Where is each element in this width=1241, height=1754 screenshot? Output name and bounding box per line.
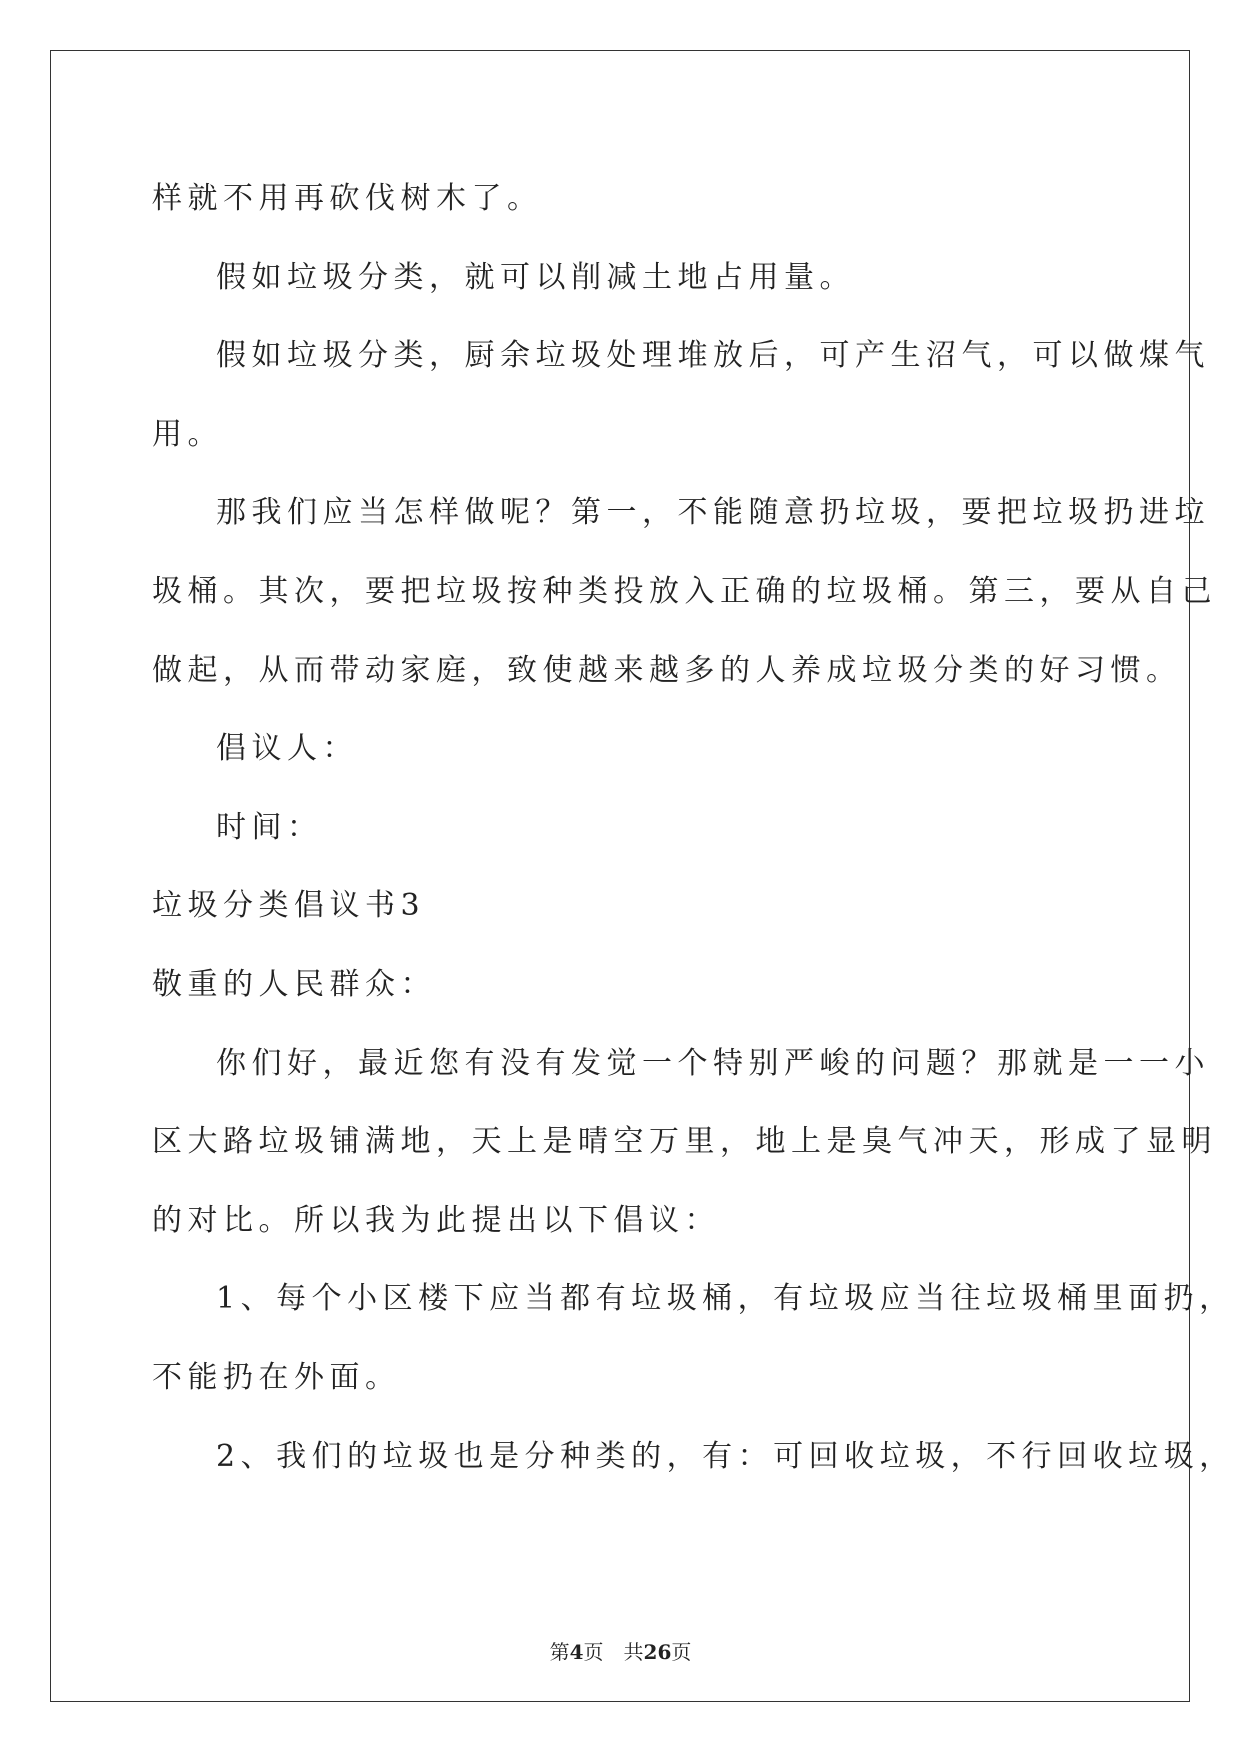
text-line: 你们好，最近您有没有发觉一个特别严峻的问题？那就是一一小 (216, 1045, 1210, 1081)
signatory-label: 倡议人： (216, 731, 358, 767)
text-line: 假如垃圾分类，就可以削减土地占用量。 (216, 259, 855, 295)
list-item: 1、每个小区楼下应当都有垃圾桶，有垃圾应当往垃圾桶里面扔， (216, 1281, 1235, 1317)
list-item: 2、我们的垃圾也是分种类的，有：可回收垃圾，不行回收垃圾， (216, 1438, 1235, 1474)
page-number: 4 (569, 1640, 584, 1664)
text-line: 样就不用再砍伐树木了。 (152, 181, 543, 216)
total-pages: 26 (643, 1640, 672, 1664)
text-line: 假如垃圾分类，厨余垃圾处理堆放后，可产生沼气，可以做煤气 (216, 338, 1210, 374)
text-line: 用。 (152, 416, 223, 452)
text-line: 区大路垃圾铺满地，天上是晴空万里，地上是臭气冲天，形成了显明 (152, 1124, 1217, 1160)
total-suffix: 页 (671, 1640, 692, 1664)
salutation: 敬重的人民群众： (152, 966, 436, 1002)
text-line: 做起，从而带动家庭，致使越来越多的人养成垃圾分类的好习惯。 (152, 652, 1182, 688)
text-line: 不能扔在外面。 (152, 1359, 401, 1395)
page-footer (0, 1636, 1241, 1665)
document-body (152, 160, 1235, 1496)
section-heading: 垃圾分类倡议书3 (152, 888, 426, 924)
total-prefix: 共 (623, 1640, 644, 1664)
page-prefix: 第 (549, 1640, 570, 1664)
date-label: 时间： (216, 809, 323, 845)
text-line: 的对比。所以我为此提出以下倡议： (152, 1202, 720, 1238)
page-suffix: 页 (583, 1640, 604, 1664)
text-line: 那我们应当怎样做呢？第一，不能随意扔垃圾，要把垃圾扔进垃 (216, 495, 1210, 531)
text-line: 圾桶。其次，要把垃圾按种类投放入正确的垃圾桶。第三，要从自己 (152, 573, 1217, 609)
